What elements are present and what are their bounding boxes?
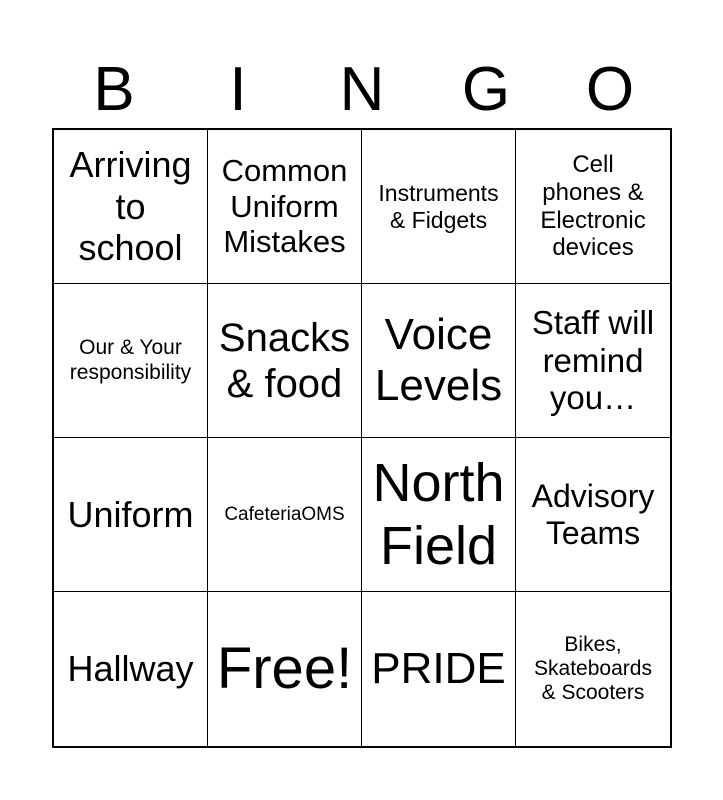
bingo-cell[interactable]: CafeteriaOMS (208, 438, 362, 592)
bingo-cell[interactable]: Voice Levels (362, 284, 516, 438)
bingo-header (52, 52, 672, 128)
bingo-cell[interactable]: Bikes, Skateboards & Scooters (534, 632, 652, 705)
header-letter-g: G (461, 55, 511, 124)
bingo-cell[interactable]: Snacks & food (208, 284, 362, 438)
bingo-cell[interactable]: Our & Your responsibility (54, 284, 208, 438)
bingo-cell[interactable]: Common Uniform Mistakes (208, 130, 362, 284)
bingo-cell[interactable]: North Field (362, 438, 516, 592)
bingo-cell[interactable]: Cell phones & Electronic devices (516, 130, 670, 284)
header-letter-b: B (93, 55, 135, 124)
bingo-cell[interactable]: PRIDE (362, 592, 516, 746)
bingo-cell[interactable]: Advisory Teams (516, 438, 670, 592)
bingo-cell[interactable]: Arriving to school (54, 130, 208, 284)
bingo-cell[interactable]: Staff will remind you… (516, 284, 670, 438)
header-letter-i: I (229, 55, 247, 124)
free-space-cell[interactable]: Free! (208, 592, 362, 746)
bingo-cell[interactable]: Instruments & Fidgets (362, 130, 516, 284)
header-letter-n: N (339, 55, 385, 124)
bingo-cell[interactable]: Uniform (54, 438, 208, 592)
bingo-board (52, 128, 672, 748)
bingo-cell[interactable]: Hallway (54, 592, 208, 746)
header-letter-o: O (585, 55, 635, 124)
